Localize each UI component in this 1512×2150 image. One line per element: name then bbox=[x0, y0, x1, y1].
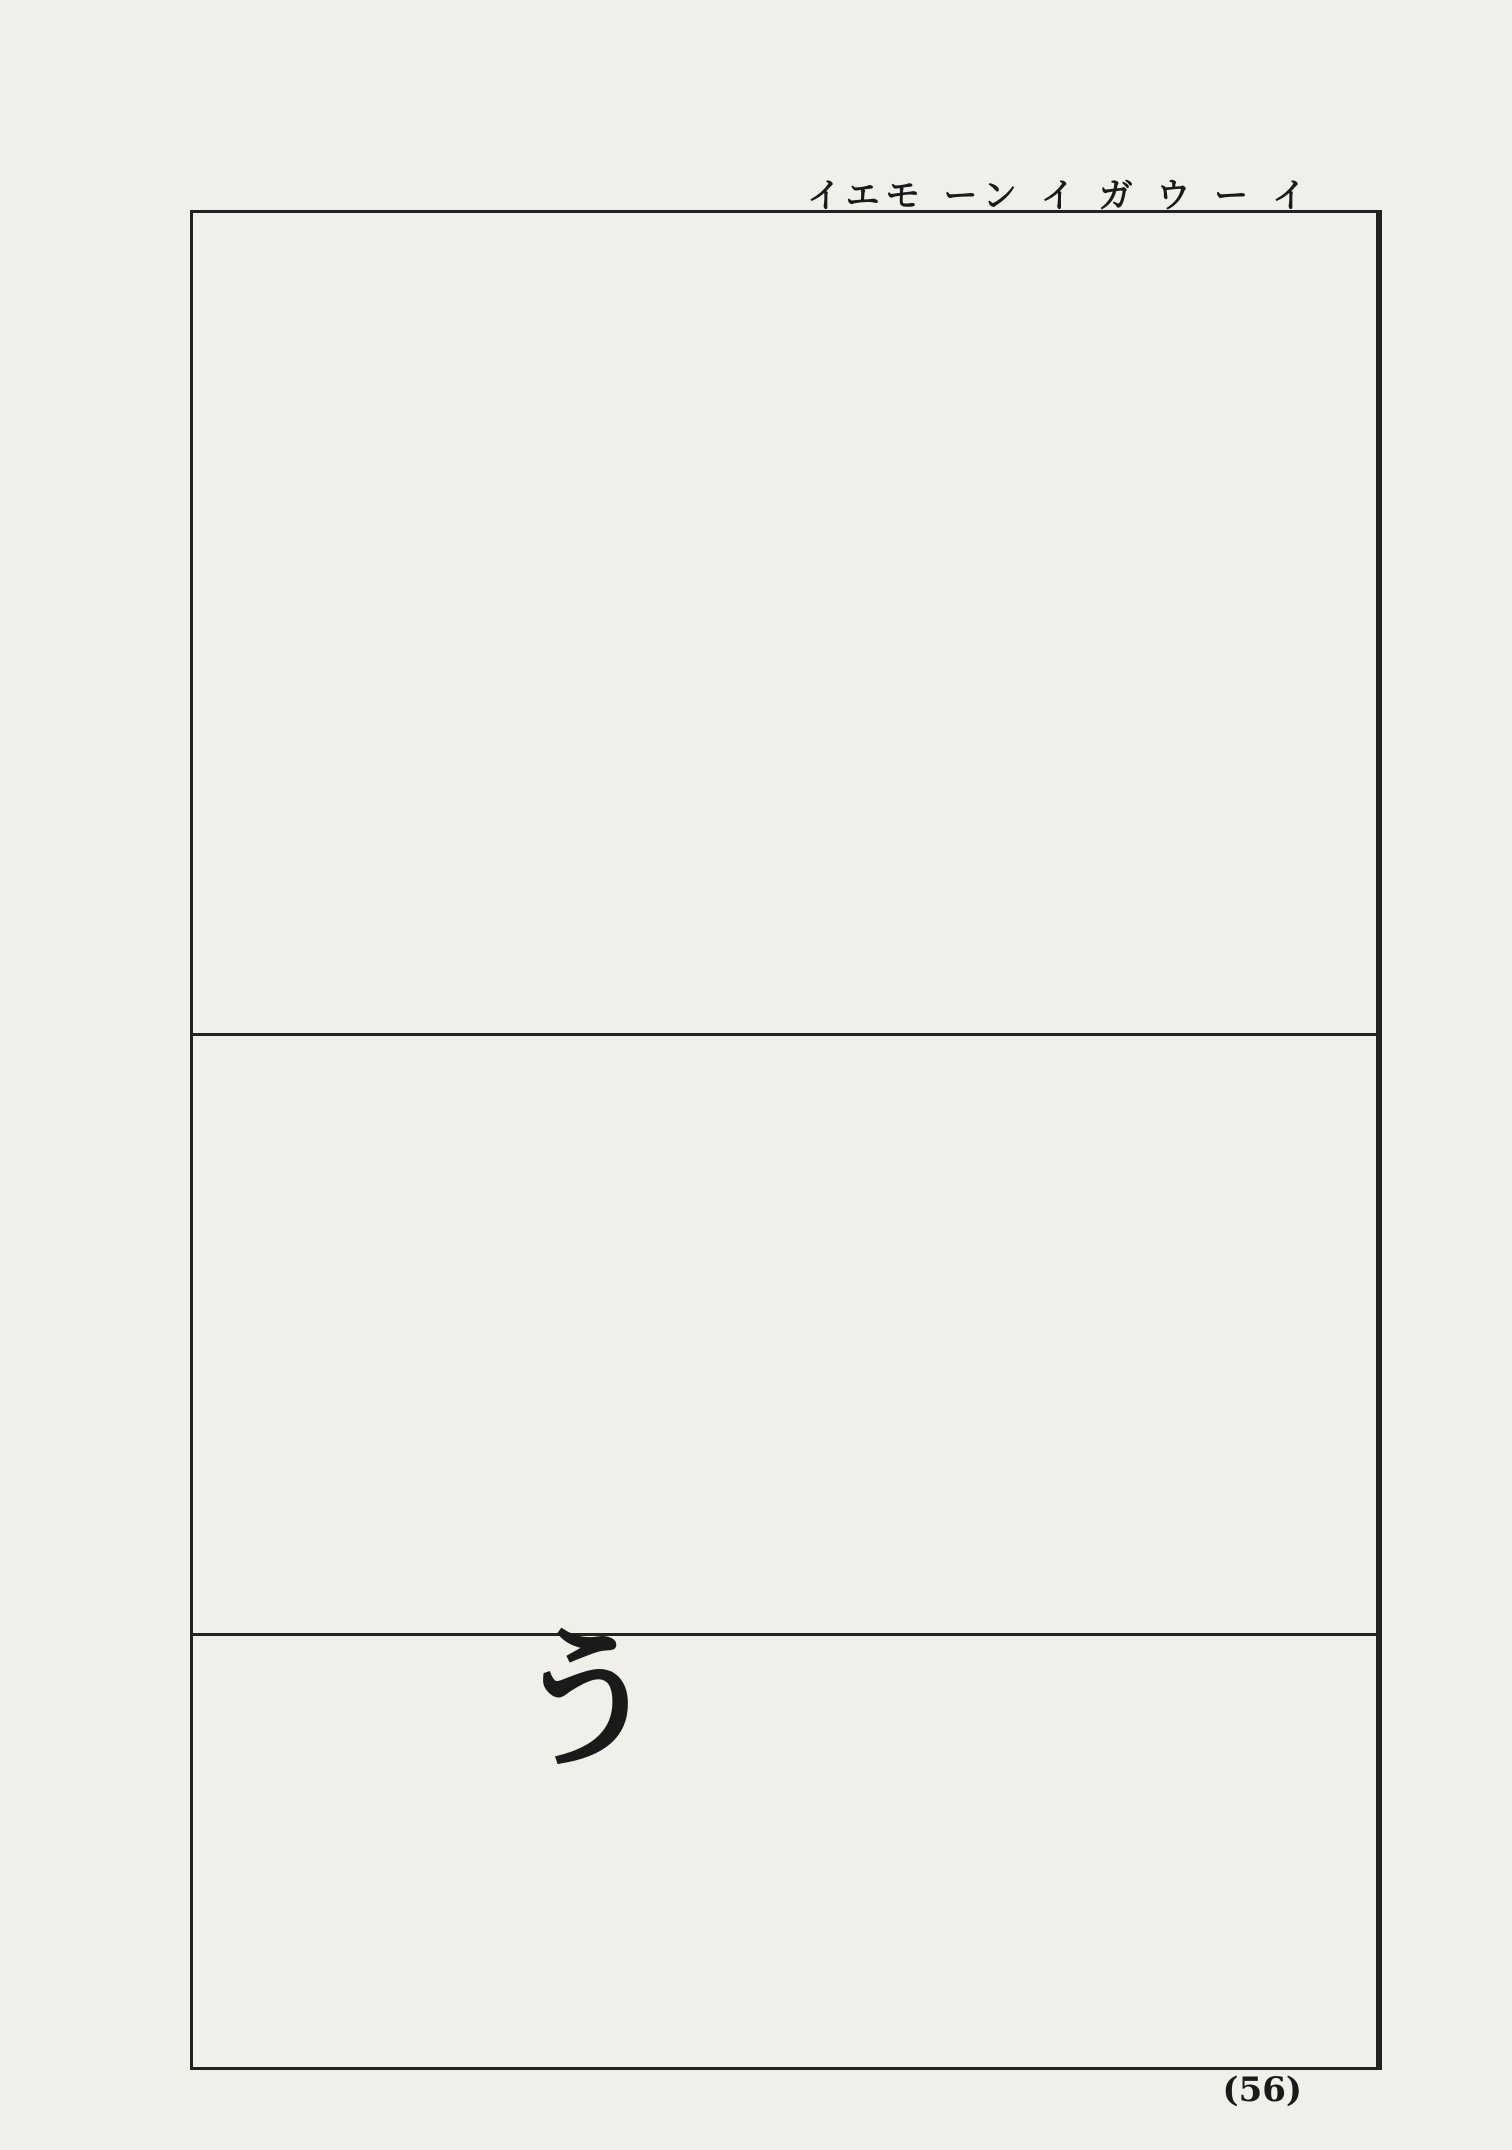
section-middle bbox=[211, 1049, 1358, 1623]
kana-section-heading: う bbox=[512, 1612, 663, 1788]
section-divider-top bbox=[193, 1033, 1376, 1036]
page-number: (56) bbox=[1222, 2070, 1302, 2110]
running-head: イエモ ーン イ ガ ウ ー イ bbox=[807, 176, 1312, 216]
section-top bbox=[211, 227, 1358, 1019]
page-frame bbox=[190, 210, 1382, 2070]
section-bottom bbox=[211, 1649, 1358, 2053]
section-divider-bottom bbox=[193, 1633, 1376, 1636]
